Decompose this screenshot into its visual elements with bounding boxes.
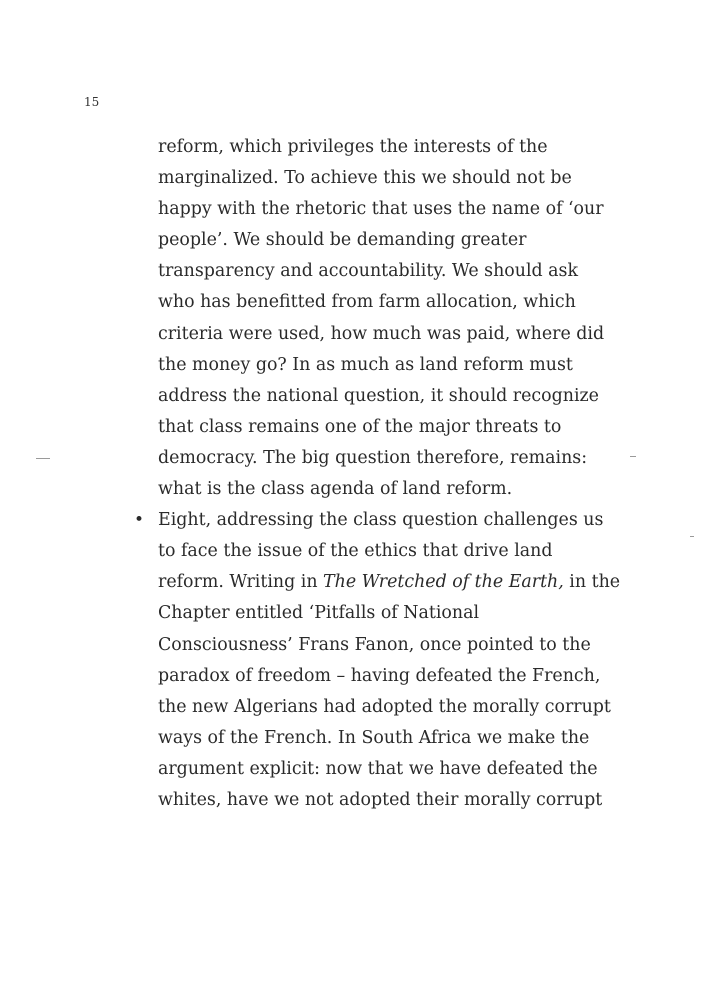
bullet-item-line — [158, 567, 698, 598]
bullet-item-line: argument explicit: now that we have defeated the — [158, 758, 598, 779]
paragraph-line: people’. We should be demanding greater — [158, 230, 527, 251]
paragraph-line: democracy. The big question therefore, remains: — [158, 447, 588, 468]
bullet-item-line: paradox of freedom – having defeated the French, — [158, 665, 601, 686]
paragraph-line: happy with the rhetoric that uses the name of ‘our — [158, 199, 604, 220]
bullet-item-line: to face the issue of the ethics that drive land — [158, 541, 553, 562]
paragraph-line: who has benefitted from farm allocation, which — [158, 292, 576, 313]
book-title: The Wretched of the Earth, — [323, 572, 564, 593]
bullet-item-line: whites, have we not adopted their morally corrupt — [158, 789, 603, 810]
paragraph-line: address the national question, it should recognize — [158, 385, 599, 406]
paragraph-line: transparency and accountability. We should ask — [158, 261, 578, 282]
bullet-item-line: Consciousness’ Frans Fanon, once pointed to the — [158, 634, 591, 655]
scan-speck — [36, 458, 50, 459]
bullet-text: in the — [563, 572, 621, 593]
bullet-icon: • — [134, 510, 145, 531]
paragraph-line: reform, which privileges the interests of the — [158, 137, 548, 157]
bullet-item-line: the new Algerians had adopted the morally corrupt — [158, 696, 611, 717]
page-number: 15 — [84, 95, 100, 109]
bullet-text: Eight, addressing the class question challenges us — [158, 510, 604, 531]
bullet-text: reform. Writing in — [158, 572, 324, 593]
paragraph-line: criteria were used, how much was paid, where did — [158, 323, 605, 344]
bullet-item-line — [134, 505, 698, 536]
paragraph-line: the money go? In as much as land reform must — [158, 354, 573, 375]
bullet-item-line: ways of the French. In South Africa we make the — [158, 727, 590, 748]
paragraph-line: marginalized. To achieve this we should not be — [158, 168, 572, 189]
paragraph-line: that class remains one of the major threats to — [158, 416, 562, 437]
bullet-item-line: Chapter entitled ‘Pitfalls of National — [158, 603, 480, 624]
paragraph-line: what is the class agenda of land reform. — [158, 479, 513, 500]
body-text — [134, 132, 698, 816]
